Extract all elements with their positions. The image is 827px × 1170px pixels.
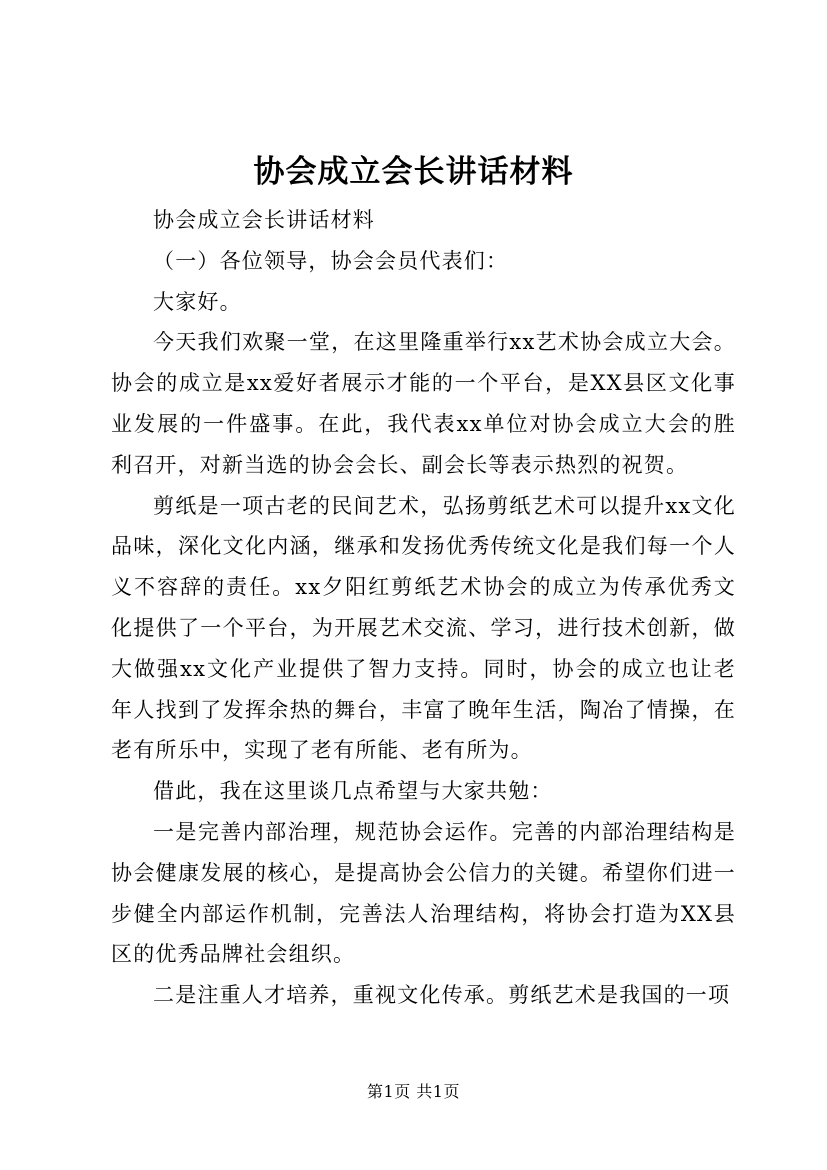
page-number-footer: 第1页 共1页 xyxy=(367,1082,460,1101)
paragraph-papercut: 剪纸是一项古老的民间艺术，弘扬剪纸艺术可以提升xx文化品味，深化文化内涵，继承和发扬优秀传统文化是我们每一个人义不容辞的责任。xx夕阳红剪纸艺术协会的成立为传承优秀文化提供了一个平台，为开展艺术交流、学习，进行技术创新，做大做强xx文化产业提供了智力支持。同时，协会的成立也让老年人找到了发挥余热的舞台，丰富了晚年生活，陶冶了情操，在老有所乐中，实现了老有所能、老有所为。 xyxy=(111,493,736,763)
document-body xyxy=(111,200,736,1016)
paragraph-greeting: 大家好。 xyxy=(153,289,242,314)
paragraph-salutation: （一）各位领导，协会会员代表们： xyxy=(153,248,509,273)
paragraph-point-one: 一是完善内部治理，规范协会运作。完善的内部治理结构是协会健康发展的核心，是提高协会公信力的关键。希望你们进一步健全内部运作机制，完善法人治理结构，将协会打造为XX县区的优秀品牌社会组织。 xyxy=(111,819,736,967)
paragraph-hopes-intro: 借此，我在这里谈几点希望与大家共勉： xyxy=(153,779,553,804)
paragraph-subtitle: 协会成立会长讲话材料 xyxy=(153,208,375,232)
paragraph-point-two: 二是注重人才培养，重视文化传承。剪纸艺术是我国的一项 xyxy=(153,983,731,1008)
document-title: 协会成立会长讲话材料 xyxy=(253,154,574,190)
paragraph-opening: 今天我们欢聚一堂，在这里隆重举行xx艺术协会成立大会。协会的成立是xx爱好者展示才能的一个平台，是XX县区文化事业发展的一件盛事。在此，我代表xx单位对协会成立大会的胜利召开，对新当选的协会会长、副会长等表示热烈的祝贺。 xyxy=(111,330,736,477)
